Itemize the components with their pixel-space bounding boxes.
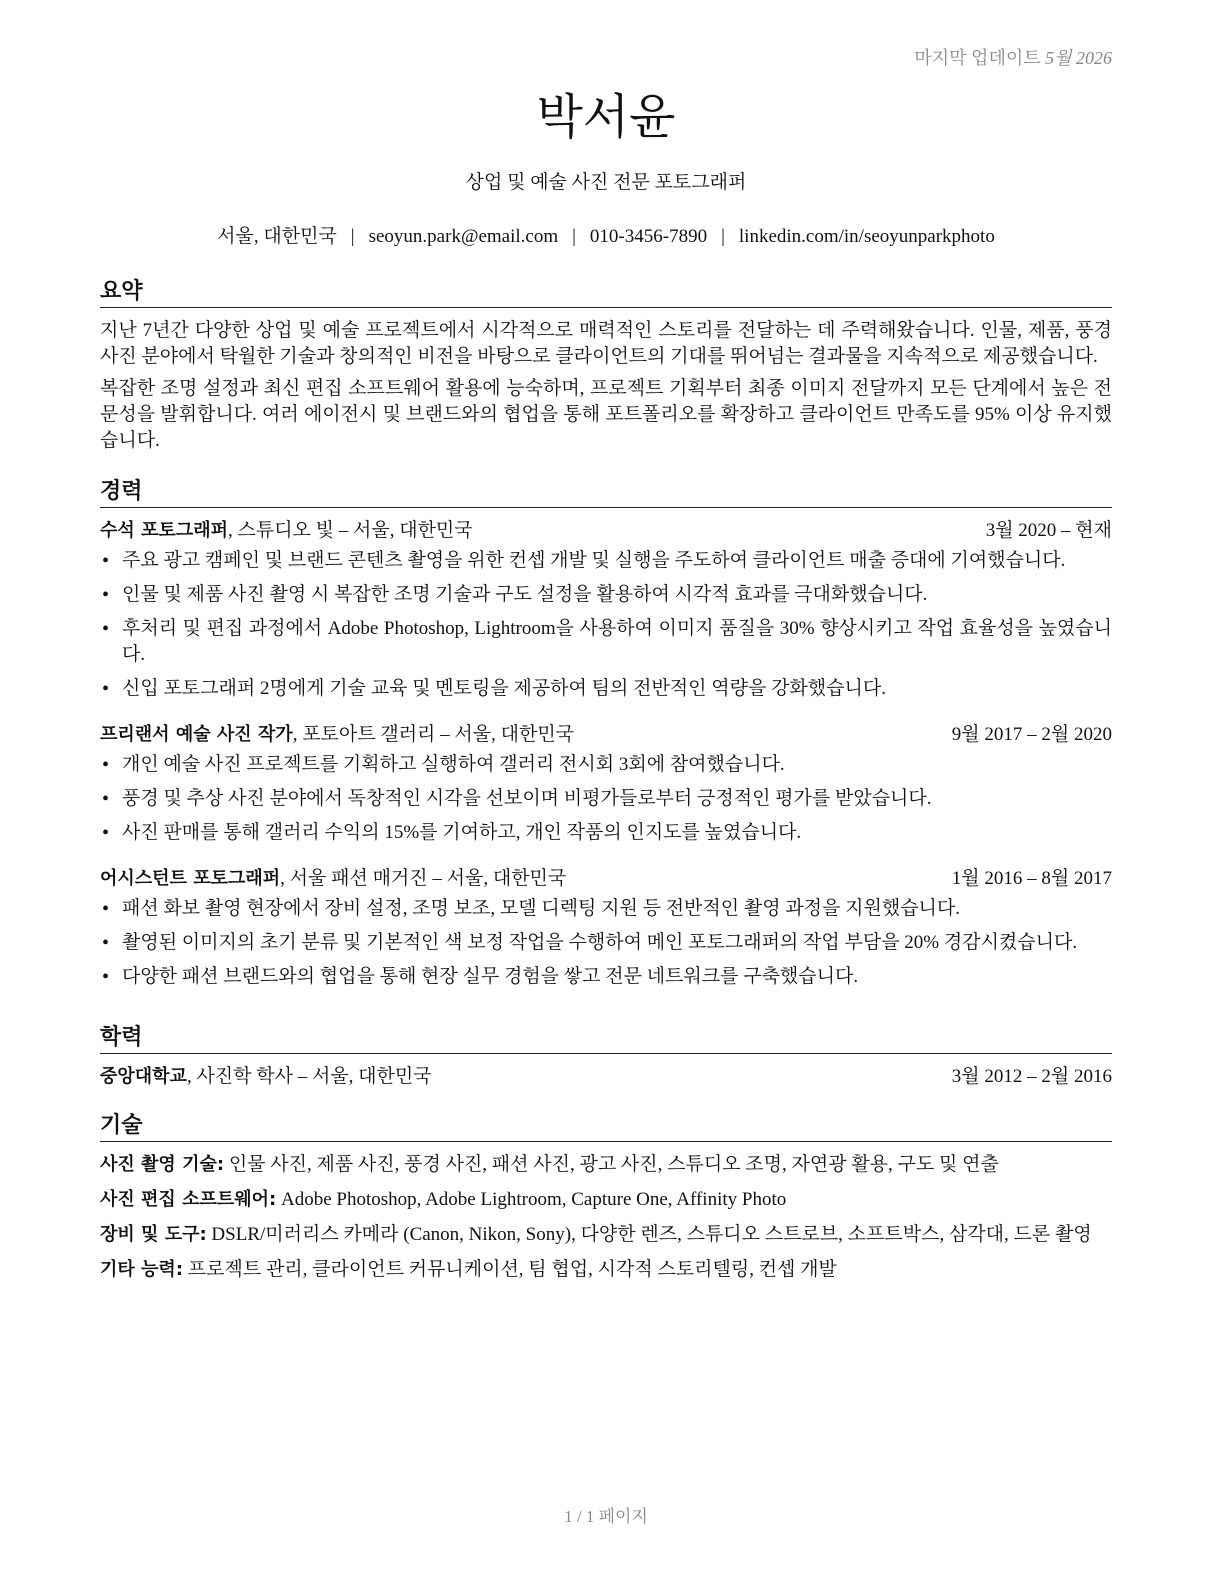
- section-title-summary: 요약: [100, 278, 1112, 308]
- page-number: 1 / 1 페이지: [564, 1507, 648, 1526]
- education-line: [100, 1064, 432, 1090]
- job-org: , 서울 패션 매거진 – 서울, 대한민국: [280, 868, 567, 889]
- job-bullet: • 패션 화보 촬영 현장에서 장비 설정, 조명 보조, 모델 디렉팅 지원 등 전반적인 촬영 과정을 지원했습니다.: [100, 896, 1112, 922]
- contact-separator: |: [350, 226, 355, 247]
- summary-paragraph: 지난 7년간 다양한 상업 및 예술 프로젝트에서 시각적으로 매력적인 스토리를 전달하는 데 주력해왔습니다. 인물, 제품, 풍경 사진 분야에서 탁월한 기술과 창의적인 비전을 바탕으로 클라이언트의 기대를 뛰어넘는 결과물을 지속적으로 제공했습니다.: [100, 320, 1112, 367]
- job-bullet: • 신입 포토그래퍼 2명에게 기술 교육 및 멘토링을 제공하여 팀의 전반적인 역량을 강화했습니다.: [100, 676, 1112, 702]
- last-updated: [914, 44, 1112, 70]
- section-title-skills: 기술: [100, 1112, 1112, 1142]
- job-entry: [100, 866, 1112, 990]
- job-bullet: • 풍경 및 추상 사진 분야에서 독창적인 시각을 선보이며 비평가들로부터 긍정적인 평가를 받았습니다.: [100, 786, 1112, 812]
- education-dates: 3월 2012 – 2월 2016: [951, 1066, 1112, 1087]
- last-updated-date: 5월 2026: [1045, 48, 1112, 68]
- skill-label: 기타 능력:: [100, 1259, 184, 1280]
- job-bullet: • 촬영된 이미지의 초기 분류 및 기본적인 색 보정 작업을 수행하여 메인 포토그래퍼의 작업 부담을 20% 경감시켰습니다.: [100, 930, 1112, 956]
- section-title-education: 학력: [100, 1024, 1112, 1054]
- summary-section: [100, 278, 1112, 460]
- experience-section: [100, 478, 1112, 1010]
- skill-value: 인물 사진, 제품 사진, 풍경 사진, 패션 사진, 광고 사진, 스튜디오 조명, 자연광 활용, 구도 및 연출: [224, 1154, 999, 1175]
- skill-value: 프로젝트 관리, 클라이언트 커뮤니케이션, 팀 협업, 시각적 스토리텔링, 컨셉 개발: [183, 1259, 837, 1280]
- job-title-line: [100, 518, 473, 544]
- skill-label: 장비 및 도구:: [100, 1224, 207, 1245]
- job-entry: [100, 518, 1112, 702]
- job-org: , 포토아트 갤러리 – 서울, 대한민국: [292, 724, 575, 745]
- contact-line: [100, 224, 1112, 250]
- skill-row: [100, 1152, 1112, 1178]
- job-bullet: • 개인 예술 사진 프로젝트를 기획하고 실행하여 갤러리 전시회 3회에 참여했습니다.: [100, 752, 1112, 778]
- candidate-name: 박서윤: [536, 89, 676, 145]
- skill-label: 사진 촬영 기술:: [100, 1154, 225, 1175]
- skill-label: 사진 편집 소프트웨어:: [100, 1189, 277, 1210]
- job-bullet: • 후처리 및 편집 과정에서 Adobe Photoshop, Lightroom을 사용하여 이미지 품질을 30% 향상시키고 작업 효율성을 높였습니다.: [100, 616, 1112, 668]
- skills-section: [100, 1112, 1112, 1292]
- skill-row: [100, 1187, 1112, 1213]
- contact-separator: |: [721, 226, 725, 247]
- job-title-line: [100, 866, 566, 892]
- contact-email[interactable]: seoyun.park@email.com: [368, 226, 559, 247]
- job-bullets: [100, 896, 1112, 990]
- job-role: 프리랜서 예술 사진 작가: [100, 724, 293, 745]
- contact-linkedin[interactable]: linkedin.com/in/seoyunparkphoto: [738, 226, 995, 247]
- job-role: 어시스턴트 포토그래퍼: [100, 868, 281, 889]
- contact-phone: 010-3456-7890: [589, 226, 708, 247]
- skill-value: DSLR/미러리스 카메라 (Canon, Nikon, Sony), 다양한 렌즈, 스튜디오 스트로브, 소프트박스, 삼각대, 드론 촬영: [206, 1224, 1092, 1245]
- job-header: [100, 722, 1112, 748]
- last-updated-label: 마지막 업데이트: [914, 48, 1041, 68]
- education-section: [100, 1024, 1112, 1090]
- job-role: 수석 포토그래퍼: [100, 520, 228, 541]
- job-bullet: • 사진 판매를 통해 갤러리 수익의 15%를 기여하고, 개인 작품의 인지도를 높였습니다.: [100, 820, 1112, 846]
- job-org: , 스튜디오 빛 – 서울, 대한민국: [227, 520, 473, 541]
- job-title-line: [100, 722, 574, 748]
- candidate-subtitle: 상업 및 예술 사진 전문 포토그래퍼: [465, 172, 747, 193]
- job-bullets: [100, 548, 1112, 702]
- job-bullet: • 다양한 패션 브랜드와의 협업을 통해 현장 실무 경험을 쌓고 전문 네트워크를 구축했습니다.: [100, 964, 1112, 990]
- job-dates: 9월 2017 – 2월 2020: [951, 724, 1112, 745]
- education-entry: [100, 1064, 1112, 1090]
- job-bullet: • 주요 광고 캠페인 및 브랜드 콘텐츠 촬영을 위한 컨셉 개발 및 실행을 주도하여 클라이언트 매출 증대에 기여했습니다.: [100, 548, 1112, 574]
- contact-location: 서울, 대한민국: [217, 226, 337, 247]
- skill-value: Adobe Photoshop, Adobe Lightroom, Capture One, Affinity Photo: [276, 1189, 787, 1210]
- education-school: 중앙대학교: [100, 1066, 187, 1087]
- summary-paragraph: 복잡한 조명 설정과 최신 편집 소프트웨어 활용에 능숙하며, 프로젝트 기획부터 최종 이미지 전달까지 모든 단계에서 높은 전문성을 발휘합니다. 여러 에이전시 및 브랜드와의 협업을 통해 포트폴리오를 확장하고 클라이언트 만족도를 95% 이상 유지했습니다.: [100, 378, 1112, 451]
- contact-separator: |: [572, 226, 576, 247]
- job-dates: 3월 2020 – 현재: [985, 520, 1112, 541]
- skill-row: [100, 1222, 1112, 1248]
- job-bullet: • 인물 및 제품 사진 촬영 시 복잡한 조명 기술과 구도 설정을 활용하여 시각적 효과를 극대화했습니다.: [100, 582, 1112, 608]
- section-title-experience: 경력: [100, 478, 1112, 508]
- job-entry: [100, 722, 1112, 846]
- job-header: [100, 518, 1112, 544]
- job-dates: 1월 2016 – 8월 2017: [951, 868, 1112, 889]
- job-bullets: [100, 752, 1112, 846]
- skill-row: [100, 1257, 1112, 1283]
- job-header: [100, 866, 1112, 892]
- education-detail: , 사진학 학사 – 서울, 대한민국: [186, 1066, 432, 1087]
